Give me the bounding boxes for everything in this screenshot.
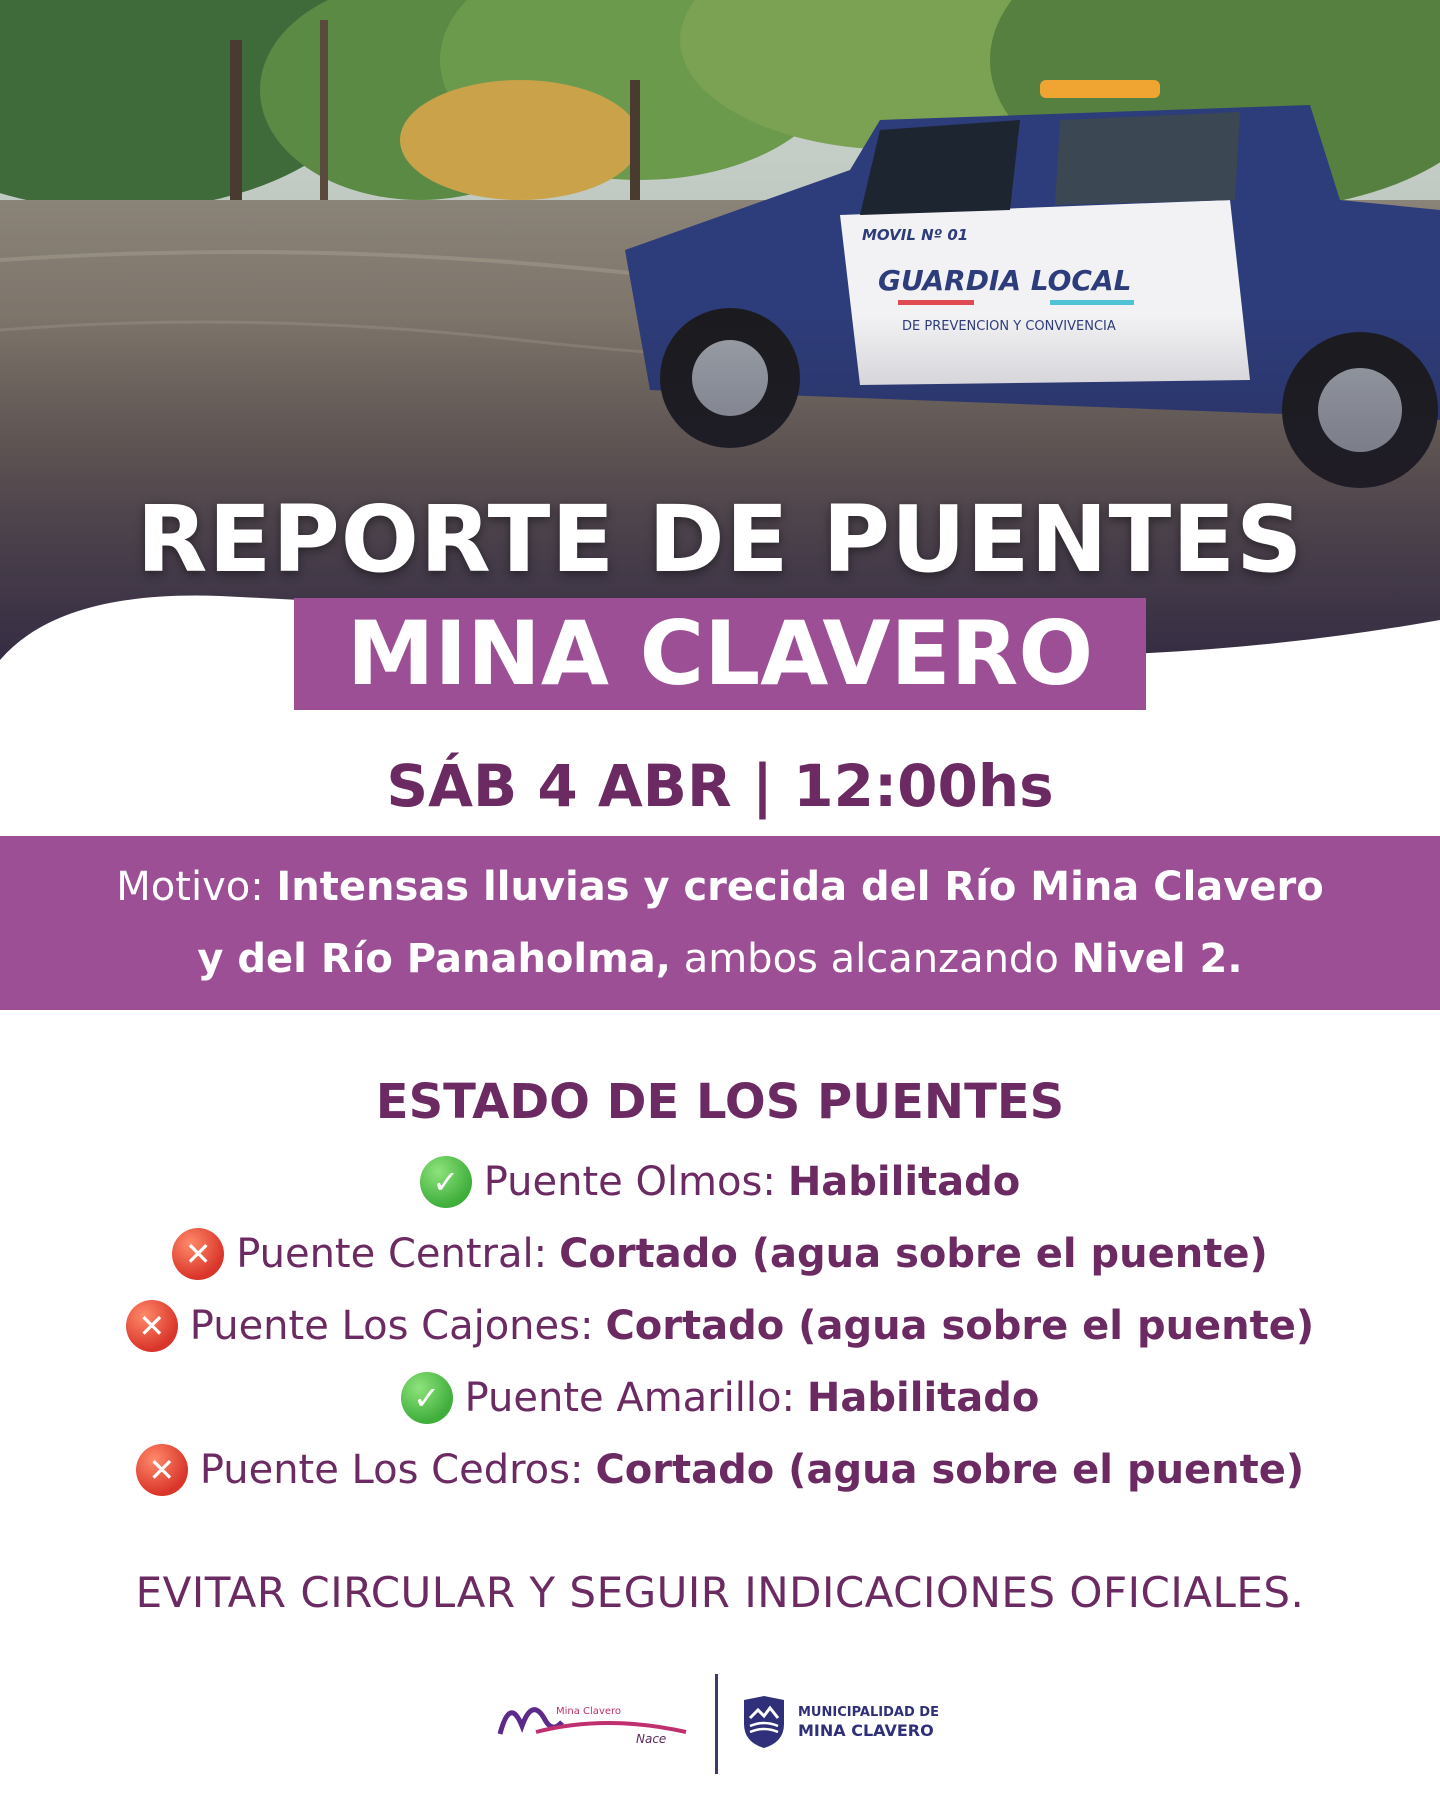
motivo-part-3: ambos alcanzando bbox=[670, 936, 1072, 982]
bridge-list bbox=[0, 1146, 1440, 1506]
mina-clavero-nace-logo bbox=[496, 1688, 696, 1758]
warning-text: EVITAR CIRCULAR Y SEGUIR INDICACIONES OFICIALES. bbox=[135, 1568, 1305, 1617]
bridge-item-olmos bbox=[0, 1146, 1440, 1218]
shield-icon bbox=[740, 1694, 788, 1750]
logo-left-text-1: Mina Clavero bbox=[556, 1706, 622, 1717]
check-icon: ✓ bbox=[420, 1156, 472, 1208]
bridge-status: Cortado (agua sobre el puente) bbox=[605, 1303, 1315, 1349]
bridge-name: Puente Los Cedros: bbox=[199, 1447, 584, 1493]
estado-title: ESTADO DE LOS PUENTES bbox=[375, 1074, 1065, 1130]
date-time: SÁB 4 ABR | 12:00hs bbox=[386, 752, 1054, 820]
bridge-status: Habilitado bbox=[787, 1159, 1021, 1205]
bridge-item-central bbox=[0, 1218, 1440, 1290]
motivo-part-1: Intensas lluvias y crecida del Río Mina Clavero bbox=[276, 864, 1324, 910]
cross-icon: ✕ bbox=[126, 1300, 178, 1352]
motivo-part-2: y del Río Panaholma, bbox=[197, 936, 671, 982]
hero-photo bbox=[0, 0, 1440, 700]
logo-right-line-2: MINA CLAVERO bbox=[798, 1721, 934, 1740]
bridge-item-los-cedros bbox=[0, 1434, 1440, 1506]
wave-logo-icon bbox=[496, 1688, 696, 1758]
bridge-name: Puente Central: bbox=[236, 1231, 548, 1277]
bridge-item-los-cajones bbox=[0, 1290, 1440, 1362]
footer-logos bbox=[0, 1668, 1440, 1776]
logo-left-text-2: Nace bbox=[636, 1732, 667, 1746]
motivo-label: Motivo: bbox=[116, 864, 277, 910]
title-line-1: REPORTE DE PUENTES bbox=[136, 486, 1304, 593]
check-icon: ✓ bbox=[401, 1372, 453, 1424]
municipalidad-text bbox=[798, 1704, 939, 1740]
municipalidad-logo bbox=[740, 1692, 939, 1752]
bridge-item-amarillo bbox=[0, 1362, 1440, 1434]
motivo-line-1 bbox=[0, 851, 1440, 923]
logo-right-line-1: MUNICIPALIDAD DE bbox=[798, 1705, 939, 1720]
motivo-band bbox=[0, 836, 1440, 1010]
motivo-part-4: Nivel 2. bbox=[1071, 936, 1243, 982]
bridge-status: Habilitado bbox=[806, 1375, 1040, 1421]
title-line-2: MINA CLAVERO bbox=[294, 598, 1146, 710]
cross-icon: ✕ bbox=[172, 1228, 224, 1280]
footer-divider bbox=[715, 1674, 718, 1774]
cross-icon: ✕ bbox=[136, 1444, 188, 1496]
title-line-2-wrapper bbox=[0, 598, 1440, 710]
bridge-status: Cortado (agua sobre el puente) bbox=[595, 1447, 1305, 1493]
motivo-line-2 bbox=[0, 923, 1440, 995]
bridge-name: Puente Olmos: bbox=[483, 1159, 776, 1205]
flooded-street-photo bbox=[0, 0, 1440, 700]
bridge-name: Puente Amarillo: bbox=[464, 1375, 795, 1421]
bridge-status: Cortado (agua sobre el puente) bbox=[559, 1231, 1268, 1277]
bridge-name: Puente Los Cajones: bbox=[189, 1303, 594, 1349]
